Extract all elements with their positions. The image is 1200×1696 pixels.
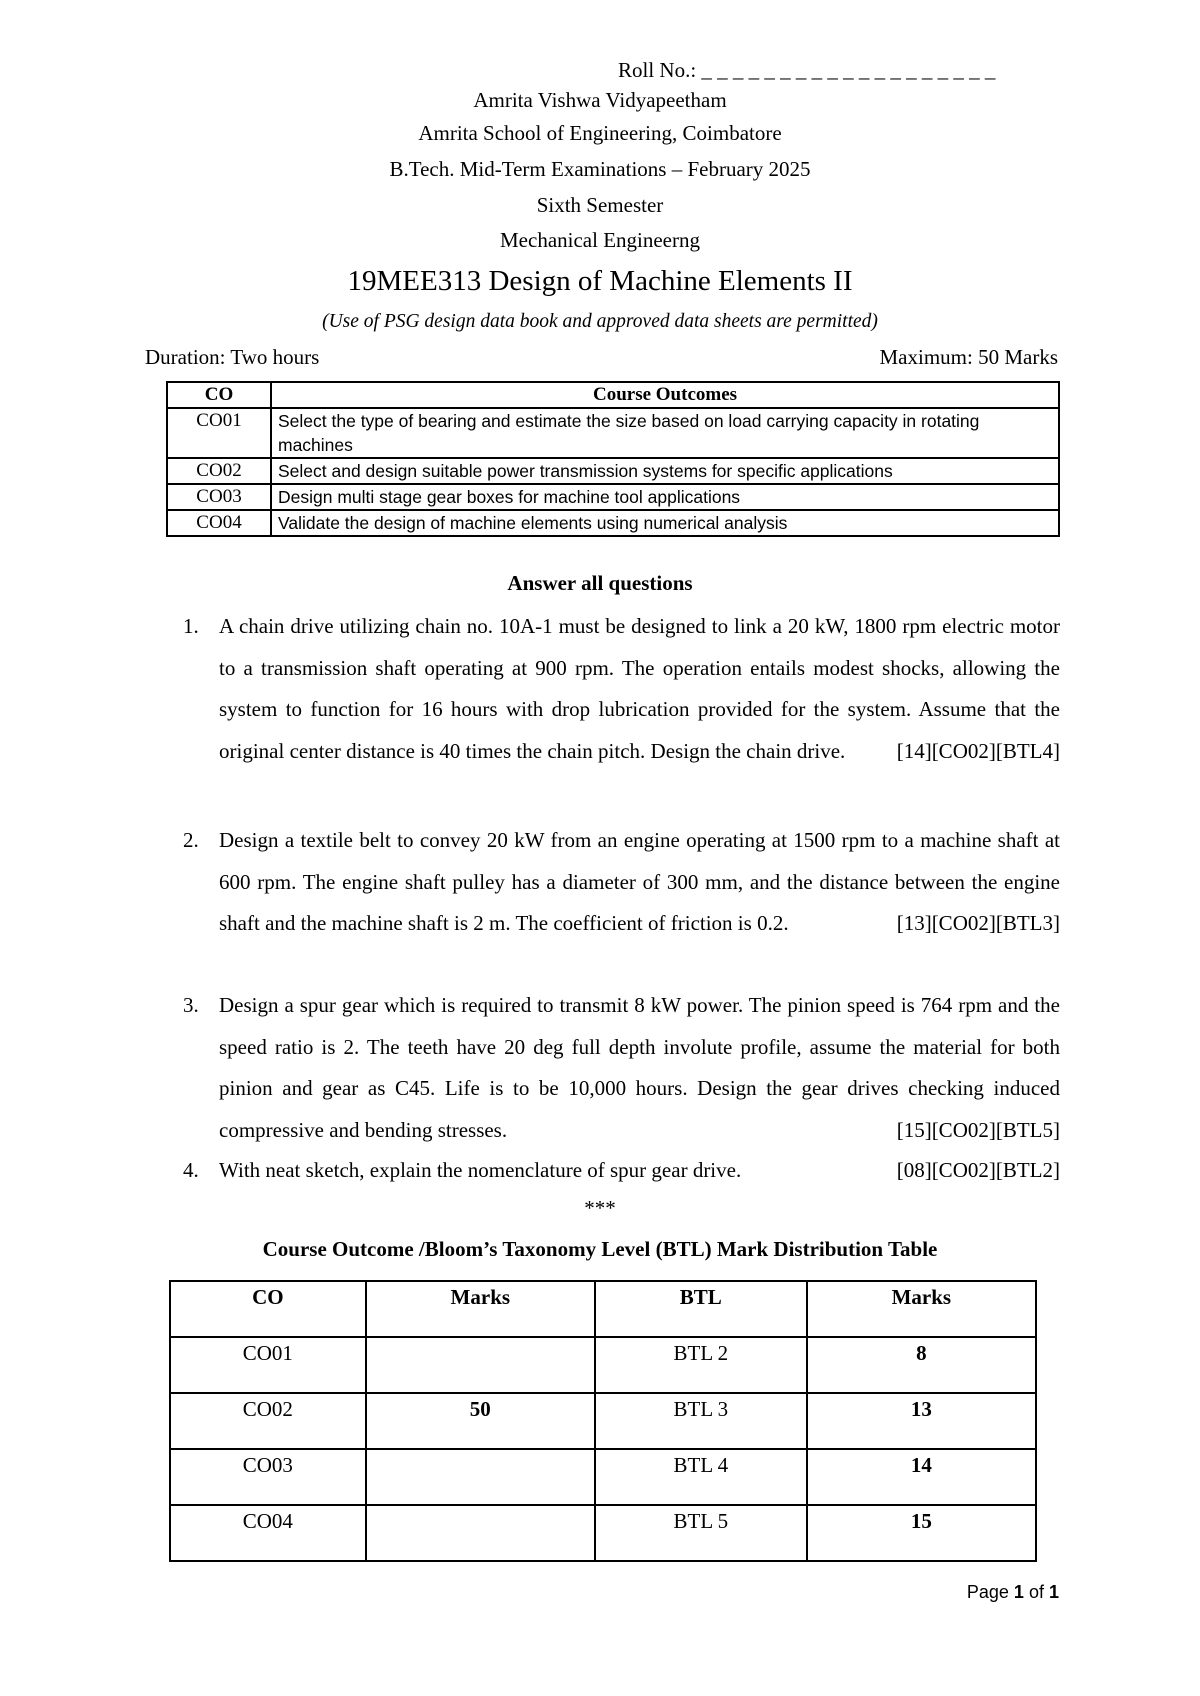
school-name: Amrita School of Engineering, Coimbatore: [418, 121, 782, 145]
instructions: Answer all questions: [507, 571, 693, 595]
column-header: Course Outcomes: [271, 382, 1059, 408]
co-code: CO04: [167, 510, 271, 536]
question-3: [183, 985, 1060, 1151]
table-row: [167, 484, 1059, 510]
column-header: Marks: [807, 1281, 1036, 1337]
distribution-table-title: Course Outcome /Bloom’s Taxonomy Level (BTL) Mark Distribution Table: [262, 1237, 938, 1261]
question-tag: [13][CO02][BTL3]: [896, 911, 1060, 935]
question-text: With neat sketch, explain the nomenclature of spur gear drive.: [219, 1158, 742, 1182]
separator: ***: [584, 1196, 616, 1220]
question-number: 4.: [183, 1158, 199, 1182]
co-cell: CO02: [170, 1393, 366, 1449]
question-text: A chain drive utilizing chain no. 10A-1 must be designed to link a 20 kW, 1800 rpm electric motor to a transmission shaft operating at 900 rpm. The operation entails modest shocks, allowing the system to function for 16 hours with drop lubrication provided for the system. Assume that the original center distance is 40 times the chain pitch. Design the chain drive.: [219, 614, 1060, 763]
co-marks-cell: [366, 1449, 595, 1505]
roll-number-field: Roll No.: _ _ _ _ _ _ _ _ _ _ _ _ _ _ _ _ _ _ _: [618, 58, 996, 82]
co-marks-cell: [366, 1337, 595, 1393]
btl-cell: BTL 5: [595, 1505, 807, 1561]
co-code: CO02: [167, 458, 271, 484]
btl-marks-cell: 15: [807, 1505, 1036, 1561]
question-tag: [14][CO02][BTL4]: [896, 738, 1060, 763]
column-header: CO: [170, 1281, 366, 1337]
table-row: [167, 510, 1059, 536]
btl-marks-cell: 8: [807, 1337, 1036, 1393]
table-row: [170, 1505, 1036, 1561]
co-marks-cell: 50: [366, 1393, 595, 1449]
btl-cell: BTL 2: [595, 1337, 807, 1393]
co-description: Select the type of bearing and estimate the size based on load carrying capacity in rotating machines: [271, 408, 1059, 458]
question-number: 2.: [183, 828, 199, 852]
column-header: BTL: [595, 1281, 807, 1337]
mark-distribution-table: [169, 1280, 1037, 1562]
table-row: [170, 1449, 1036, 1505]
page-number: [967, 1582, 1059, 1603]
question-text: Design a spur gear which is required to transmit 8 kW power. The pinion speed is 764 rpm and the speed ratio is 2. The teeth have 20 deg full depth involute profile, assume the material for both pinion and gear as C45. Life is to be 10,000 hours. Design the gear drives checking induced compressive and bending stresses.: [219, 993, 1060, 1142]
table-header-row: [167, 382, 1059, 408]
co-code: CO01: [167, 408, 271, 458]
semester: Sixth Semester: [536, 193, 664, 217]
btl-cell: BTL 3: [595, 1393, 807, 1449]
co-cell: CO04: [170, 1505, 366, 1561]
question-tag: [08][CO02][BTL2]: [896, 1158, 1060, 1182]
table-header-row: [170, 1281, 1036, 1337]
table-row: [167, 458, 1059, 484]
course-outcomes-table: [166, 381, 1060, 537]
page-of: of: [1028, 1582, 1044, 1602]
exam-name: B.Tech. Mid-Term Examinations – February 2025: [389, 157, 811, 181]
page-total: 1: [1048, 1582, 1059, 1602]
question-4: [183, 1150, 1060, 1192]
column-header: CO: [167, 382, 271, 408]
table-row: [170, 1337, 1036, 1393]
university-name: Amrita Vishwa Vidyapeetham: [473, 88, 727, 112]
question-tag: [15][CO02][BTL5]: [896, 1117, 1060, 1142]
co-description: Select and design suitable power transmission systems for specific applications: [271, 458, 1059, 484]
co-description: Validate the design of machine elements using numerical analysis: [271, 510, 1059, 536]
duration: Duration: Two hours: [145, 345, 320, 369]
question-number: 3.: [183, 993, 199, 1017]
course-title: 19MEE313 Design of Machine Elements II: [347, 265, 853, 297]
co-cell: CO03: [170, 1449, 366, 1505]
co-cell: CO01: [170, 1337, 366, 1393]
department: Mechanical Engineerng: [500, 228, 700, 252]
question-1: [183, 606, 1060, 772]
co-marks-cell: [366, 1505, 595, 1561]
column-header: Marks: [366, 1281, 595, 1337]
question-number: 1.: [183, 614, 199, 638]
table-row: [170, 1393, 1036, 1449]
table-row: [167, 408, 1059, 458]
question-2: [183, 820, 1060, 945]
btl-marks-cell: 14: [807, 1449, 1036, 1505]
btl-marks-cell: 13: [807, 1393, 1036, 1449]
page-current: 1: [1013, 1582, 1024, 1602]
co-description: Design multi stage gear boxes for machine tool applications: [271, 484, 1059, 510]
co-code: CO03: [167, 484, 271, 510]
btl-cell: BTL 4: [595, 1449, 807, 1505]
question-text: Design a textile belt to convey 20 kW from an engine operating at 1500 rpm to a machine shaft at 600 rpm. The engine shaft pulley has a diameter of 300 mm, and the distance between the engine shaft and the machine shaft is 2 m. The coefficient of friction is 0.2.: [219, 828, 1060, 935]
permitted-note: (Use of PSG design data book and approved data sheets are permitted): [322, 311, 878, 332]
maximum-marks: Maximum: 50 Marks: [879, 345, 1058, 369]
page-label: Page: [966, 1582, 1009, 1602]
